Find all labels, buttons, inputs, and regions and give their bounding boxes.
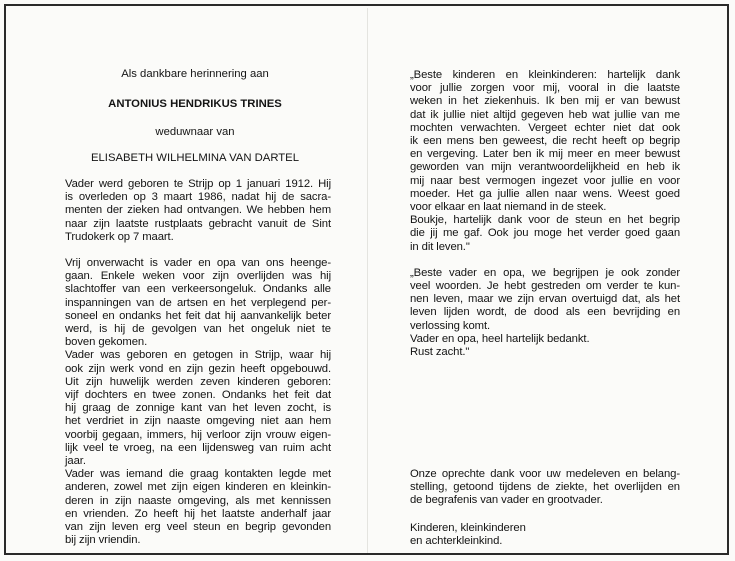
bio-line: is overleden op 3 maart 1986, nadat hij de sacra- xyxy=(65,191,331,204)
message-line: die jij me gaf. Ook jou moge het verder goed gaan xyxy=(410,227,680,240)
thanks-line: stelling, getoond tijdens de ziekte, het overlijden en xyxy=(410,481,680,494)
message-line: dat ik jullie niet altijd gegeven heb wat jullie van me xyxy=(410,108,680,121)
bio-line: Trudokerk op 7 maart. xyxy=(65,230,174,243)
relation-line: weduwnaar van xyxy=(155,126,235,138)
thanks-paragraph xyxy=(410,468,680,508)
signature-line: Kinderen, kleinkinderen xyxy=(410,522,526,534)
thanks-line: de begrafenis van vader en grootvader. xyxy=(410,494,603,507)
message-line: geworden van mijn verantwoordelijkheid en heb ik xyxy=(410,161,680,174)
bio-line: Vader was geboren en getogen in Strijp, waar hij xyxy=(65,349,331,362)
message-column xyxy=(410,69,680,359)
message-line: „Beste vader en opa, we begrijpen je ook zonder xyxy=(410,266,680,279)
bio-line: ook zijn werk vond en zijn gezin heeft opgebouwd. xyxy=(65,362,331,375)
bio-line: anderen, zowel met zijn eigen kinderen en kleinkin- xyxy=(65,481,331,494)
message-line: mochten verwachten. Vergeet echter niet dat ook xyxy=(410,121,680,134)
bio-line: deren in zijn naaste omgeving, als met kennissen xyxy=(65,494,331,507)
bio-line: naar zijn laatste rustplaats gebracht vanuit de Sint xyxy=(65,217,331,230)
message-line: weken in het ziekenhuis. Ik ben mij er van bewust xyxy=(410,95,680,108)
signature-line: en achterkleinkind. xyxy=(410,535,503,548)
bio-line: bij zijn vriendin. xyxy=(65,534,141,547)
message-line: mij naar best vermogen ingezet voor jullie en voor xyxy=(410,174,680,187)
thanks-line: Onze oprechte dank voor uw medeleven en belang- xyxy=(410,468,680,480)
bio-line: Vrij onverwacht is vader en opa van ons heenge- xyxy=(65,257,331,270)
message-line: en vergeving. Later ben ik mij meer en meer bewust xyxy=(410,148,680,161)
bio-line: hij graag de zonnige kant van het leven zocht, is xyxy=(65,402,331,415)
bio-line: werd, is hij de gevolgen van het ongeluk niet te xyxy=(65,323,331,336)
bio-line: vijf dochters en twee zonen. Ondanks het feit dat xyxy=(65,389,331,402)
bio-line: lijk veel te vroeg, na een lijdensweg van ruim acht xyxy=(65,441,331,454)
spouse-name: ELISABETH WILHELMINA VAN DARTEL xyxy=(90,152,299,164)
message-line: voor elkaar en laat niemand in de steek. xyxy=(410,201,607,214)
center-fold xyxy=(367,8,368,553)
bio-line: voorbij gegaan, immers, hij verloor zijn vrouw eigen- xyxy=(65,428,331,441)
message-line: in dit leven." xyxy=(410,240,470,253)
bio-line: Vader was iemand die graag kontakten legde met xyxy=(65,468,331,481)
bio-line: jaar. xyxy=(65,455,86,468)
bio-line: menten der zieken had ontvangen. We hebben hem xyxy=(65,204,331,217)
bio-line: en vrienden. Zo heeft hij het laatste anderhalf jaar xyxy=(65,507,331,520)
biography-column xyxy=(65,178,331,547)
intro-line: Als dankbare herinnering aan xyxy=(121,68,269,80)
message-line: Boukje, hartelijk dank voor de steun en het begrip xyxy=(410,214,680,227)
bio-line: van zijn leven erg veel steun en begrip gevonden xyxy=(65,521,331,534)
signature-block xyxy=(410,522,680,548)
message-line: nen leven, maar we zijn ervan overtuigd dat, als het xyxy=(410,293,680,306)
message-line: verlossing komt. xyxy=(410,319,491,332)
message-line: veel woorden. Je hebt gestreden om verder te kun- xyxy=(410,280,680,293)
message-line: leven lijden wordt, de dood als een bevrijding en xyxy=(410,306,680,319)
deceased-name: ANTONIUS HENDRIKUS TRINES xyxy=(108,98,282,110)
message-line: ik een mens ben geweest, die recht heeft op begrip xyxy=(410,135,680,148)
bio-line: inspanningen van de artsen en het verplegend per- xyxy=(65,296,331,309)
bio-line: het verdriet in zijn naaste omgeving niet aan hem xyxy=(65,415,331,428)
message-line: moeder. Het ga jullie allen naar wens. Weest goed xyxy=(410,187,680,200)
message-line: Vader en opa, heel hartelijk bedankt. xyxy=(410,332,590,345)
bio-line: slachtoffer van een verkeersongeluk. Ondanks alle xyxy=(65,283,331,296)
message-line: Rust zacht." xyxy=(410,346,470,359)
bio-line: boven gekomen. xyxy=(65,336,148,349)
bio-line: soneel en ondanks het feit dat hij aanvankelijk beter xyxy=(65,309,331,322)
message-line: voor jullie zorgen voor mij, vooral in die laatste xyxy=(410,82,680,95)
bio-line: Uit zijn huwelijk werden zeven kinderen geboren: xyxy=(65,375,331,388)
message-line: „Beste kinderen en kleinkinderen: hartelijk dank xyxy=(410,69,680,81)
bio-line: gaan. Enkele weken voor zijn overlijden was hij xyxy=(65,270,331,283)
bio-line: Vader werd geboren te Strijp op 1 januari 1912. Hij xyxy=(65,178,331,190)
